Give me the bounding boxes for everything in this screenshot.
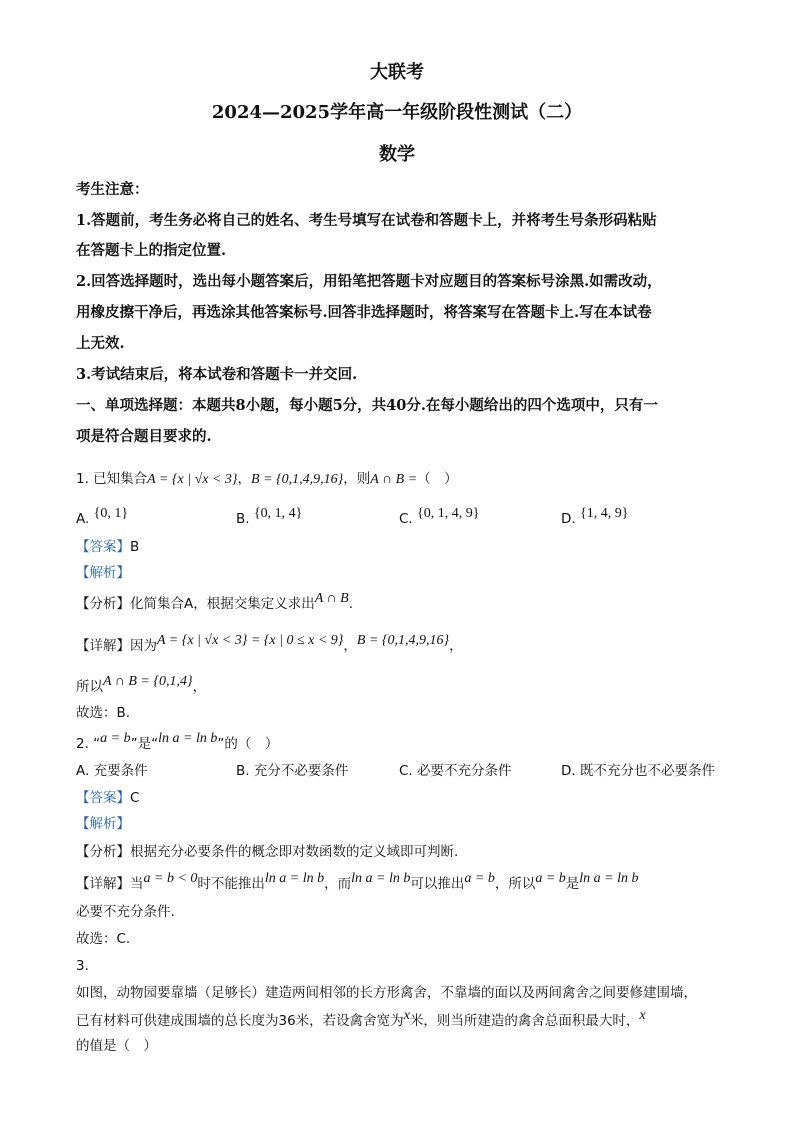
q3-line-1: 如图，动物园要靠墙（足够长）建造两间相邻的长方形禽舍，不靠墙的面以及两间禽舍之间要修建围墙，: [76, 985, 697, 1001]
notice-heading: 考生注意：: [76, 181, 149, 198]
question-3-number: 3.: [76, 958, 89, 974]
section-1-heading-line-1: 一、单项选择题：本题共8小题，每小题5分，共40分.在每小题给出的四个选项中，只有一: [76, 397, 658, 414]
q2-fenxi: [76, 842, 458, 862]
q1-detail-end: ，: [449, 638, 463, 654]
q1-fenxi-end: .: [348, 596, 354, 612]
q1-answer-value: B: [130, 539, 140, 555]
q1-set-b: B = {0,1,4,9,16}: [251, 472, 344, 487]
q1-fenxi-tag: 【分析】: [76, 596, 130, 612]
q2-option-a: [76, 761, 148, 781]
question-1-stem: [76, 469, 458, 490]
notice-item-3: 3.考试结束后，将本试卷和答题卡一并交回.: [76, 366, 358, 383]
q1-option-a: [76, 506, 129, 530]
q2-option-a-value: 充要条件: [93, 763, 148, 779]
q1-prefix: 1. 已知集合: [76, 471, 148, 487]
q3-var-x: x: [403, 1008, 410, 1023]
q2-detail-expr-6: ln a = ln b: [579, 871, 639, 886]
q1-ask-pre: ，则: [343, 471, 371, 487]
q3-line-2-mid: 米，则当所建造的禽舍总面积最大时，: [409, 1013, 640, 1029]
q1-detail-pre: 因为: [130, 638, 157, 654]
q1-answer-tag: 【答案】: [76, 539, 130, 555]
q2-option-a-label: A.: [76, 763, 90, 779]
q2-option-d-label: D.: [561, 763, 576, 779]
q2-detail-text-5: ，所以: [494, 876, 536, 892]
q2-analysis-tag: 【解析】: [76, 816, 130, 832]
q1-analysis-tag: 【解析】: [76, 565, 130, 581]
q1-option-a-value: {0, 1}: [93, 506, 129, 521]
notice-item-1-line-2: 在答题卡上的指定位置.: [76, 242, 227, 259]
q2-detail-text-2: 时不能推出: [197, 876, 265, 892]
q1-option-d-label: D.: [561, 511, 576, 527]
q1-answer: [76, 537, 139, 557]
q1-ask-expr: A ∩ B =: [370, 472, 418, 487]
question-2-stem: [76, 731, 279, 755]
q2-answer: [76, 788, 139, 808]
q2-answer-tag: 【答案】: [76, 790, 130, 806]
q2-detail-expr-1: a = b < 0: [143, 871, 198, 886]
q1-sep: ，: [237, 471, 252, 487]
q1-set-a: A = {x | √x < 3}: [147, 472, 238, 487]
q2-option-d: [561, 761, 715, 781]
q3-line-2: [76, 1008, 646, 1032]
q2-detail-line-2: 必要不充分条件.: [76, 904, 175, 920]
q2-detail-expr-3: ln a = ln b: [351, 871, 411, 886]
q1-option-d: [561, 506, 629, 530]
q1-fenxi: [76, 591, 354, 615]
q1-detail: [76, 633, 463, 657]
exam-title: 2024—2025学年高一年级阶段性测试（二）: [211, 102, 583, 123]
q1-detail-sep: ，: [343, 638, 357, 654]
q1-option-c: [399, 506, 480, 530]
notice-item-1-line-1: 1.答题前，考生务必将自己的姓名、考生号填写在试卷和答题卡上，并将考生号条形码粘贴: [76, 212, 657, 229]
q2-detail-tag: 【详解】: [76, 876, 130, 892]
q1-detail-expr2: B = {0,1,4,9,16}: [356, 633, 450, 648]
q1-option-c-label: C.: [399, 511, 413, 527]
section-1-heading-line-2: 项是符合题目要求的.: [76, 428, 212, 445]
q2-option-b: [236, 761, 348, 781]
q1-option-c-value: {0, 1, 4, 9}: [417, 506, 480, 521]
q2-detail-text-4: 可以推出: [410, 876, 465, 892]
q1-detail-tag: 【详解】: [76, 638, 130, 654]
q2-option-c-value: 必要不充分条件: [417, 763, 512, 779]
q1-option-b-label: B.: [236, 511, 250, 527]
q2-detail-text-6: 是: [565, 876, 580, 892]
q2-mid: ”是“: [130, 736, 159, 752]
q1-fenxi-expr: A ∩ B: [314, 591, 349, 606]
q2-choose: 故选：C.: [76, 931, 131, 947]
q2-detail: [76, 871, 639, 895]
subject-title: 数学: [379, 144, 415, 165]
q1-choose: 故选：B.: [76, 705, 131, 721]
q2-suffix: ”的（ ）: [217, 736, 279, 752]
q1-fenxi-text: 化简集合A，根据交集定义求出: [130, 596, 315, 612]
q2-prefix: 2. “: [76, 736, 101, 752]
q1-option-b-value: {0, 1, 4}: [253, 506, 303, 521]
q2-detail-text-3: ，而: [324, 876, 352, 892]
q2-expr-1: a = b: [100, 731, 131, 746]
notice-item-2-line-3: 上无效.: [76, 335, 125, 352]
q2-detail-text-1: 当: [130, 876, 144, 892]
q1-detail-expr: A = {x | √x < 3} = {x | 0 ≤ x < 9}: [157, 633, 344, 648]
exam-brand: 大联考: [370, 62, 424, 83]
q3-var-x-2: x: [639, 1008, 646, 1023]
q1-paren: （ ）: [417, 471, 458, 487]
q2-fenxi-text: 根据充分必要条件的概念即对数函数的定义域即可判断.: [130, 844, 459, 860]
q2-detail-expr-2: ln a = ln b: [264, 871, 325, 886]
q2-option-b-label: B.: [236, 763, 250, 779]
q2-fenxi-tag: 【分析】: [76, 844, 130, 860]
q2-detail-expr-5: a = b: [535, 871, 566, 886]
notice-item-2-line-2: 用橡皮擦干净后，再选涂其他答案标号.回答非选择题时，将答案写在答题卡上.写在本试卷: [76, 304, 652, 321]
q2-option-c-label: C.: [399, 763, 413, 779]
q1-so: [76, 674, 207, 698]
q2-expr-2: ln a = ln b: [158, 731, 218, 746]
q2-option-d-value: 既不充分也不必要条件: [579, 763, 715, 779]
q1-so-end: ，: [192, 679, 207, 695]
q2-option-c: [399, 761, 512, 781]
q3-line-3: 的值是（ ）: [76, 1038, 157, 1054]
q3-line-2-pre: 已有材料可供建成围墙的总长度为36米，若设禽舍宽为: [76, 1013, 404, 1029]
q1-so-expr: A ∩ B = {0,1,4}: [103, 674, 193, 689]
q2-detail-expr-4: a = b: [464, 871, 495, 886]
q1-option-a-label: A.: [76, 511, 90, 527]
q2-answer-value: C: [130, 790, 140, 806]
q2-option-b-value: 充分不必要条件: [253, 763, 349, 779]
q1-option-b: [236, 506, 303, 530]
notice-item-2-line-1: 2.回答选择题时，选出每小题答案后，用铅笔把答题卡对应题目的答案标号涂黑.如需改动，: [76, 273, 662, 290]
q1-option-d-value: {1, 4, 9}: [579, 506, 629, 521]
q1-so-pre: 所以: [76, 679, 103, 695]
